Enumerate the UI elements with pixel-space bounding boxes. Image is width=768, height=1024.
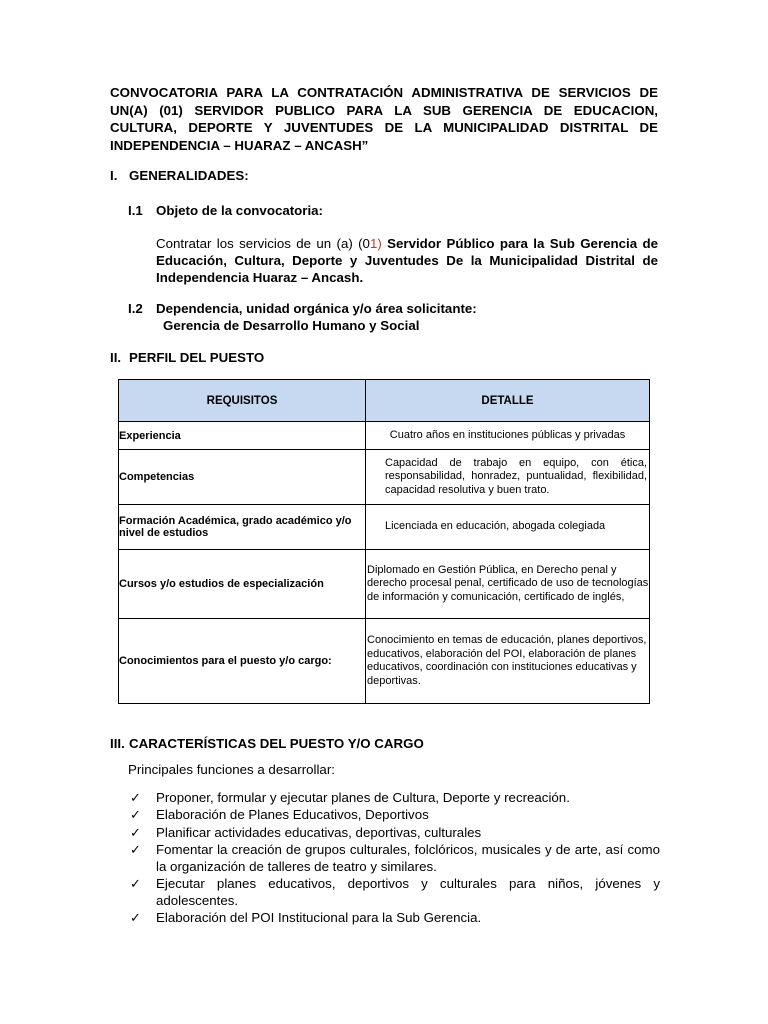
list-item xyxy=(128,825,660,842)
section-1-1-number: I.1 xyxy=(128,203,143,218)
detail-cell: Conocimiento en temas de educación, planes deportivos, educativos, elaboración del POI, elaboración de planes educativos, coordinación con instituciones educativas y deportivas. xyxy=(366,619,650,704)
functions-intro: Principales funciones a desarrollar: xyxy=(128,762,335,777)
section-1-number: I. xyxy=(110,168,118,183)
section-2-title: PERFIL DEL PUESTO xyxy=(129,350,265,365)
checkmark-icon: ✓ xyxy=(130,807,141,823)
requirement-cell: Conocimientos para el puesto y/o cargo: xyxy=(119,619,366,704)
objective-text-count: 1) xyxy=(369,236,382,251)
section-3-number: III. xyxy=(110,736,125,751)
checkmark-icon: ✓ xyxy=(130,910,141,926)
section-2-heading xyxy=(110,350,264,365)
table-row xyxy=(119,619,650,704)
section-2-number: II. xyxy=(110,350,122,365)
profile-table xyxy=(118,379,650,704)
checkmark-icon: ✓ xyxy=(130,875,141,891)
section-3-title: CARACTERÍSTICAS DEL PUESTO Y/O CARGO xyxy=(129,736,424,751)
document-title: CONVOCATORIA PARA LA CONTRATACIÓN ADMINISTRATIVA DE SERVICIOS DE UN(A) (01) SERVIDOR PUBLICO PARA LA SUB GERENCIA DE EDUCACION, CULTURA, DEPORTE Y JUVENTUDES DE LA MUNICIPALIDAD DISTRITAL DE INDEPENDENCIA – HUARAZ – ANCASH” xyxy=(110,85,658,153)
list-item xyxy=(128,807,660,824)
section-1-2-heading xyxy=(128,301,477,316)
table-row xyxy=(119,450,650,505)
detail-cell: Diplomado en Gestión Pública, en Derecho penal y derecho procesal penal, certificado de uso de tecnologías de información y comunicación, certificado de inglés, xyxy=(366,550,650,619)
functions-list xyxy=(128,790,660,927)
requirement-cell: Formación Académica, grado académico y/o nivel de estudios xyxy=(119,505,366,550)
table-row xyxy=(119,505,650,550)
table-row xyxy=(119,550,650,619)
detail-cell: Licenciada en educación, abogada colegiada xyxy=(366,505,650,550)
section-1-1-heading xyxy=(128,203,323,218)
function-text: Elaboración del POI Institucional para la Sub Gerencia. xyxy=(156,910,482,926)
section-3-heading xyxy=(110,736,424,751)
checkmark-icon: ✓ xyxy=(130,824,141,840)
table-row xyxy=(119,422,650,450)
section-1-heading xyxy=(110,168,249,183)
list-item xyxy=(128,910,660,927)
function-text: Elaboración de Planes Educativos, Deportivos xyxy=(156,807,429,823)
section-1-2-number: I.2 xyxy=(128,301,143,316)
objective-text-intro: Contratar los servicios de un (a) (0 xyxy=(156,236,370,251)
checkmark-icon: ✓ xyxy=(130,841,141,857)
function-text: Planificar actividades educativas, deportivas, culturales xyxy=(156,824,482,840)
list-item xyxy=(128,790,660,807)
detail-cell: Cuatro años en instituciones públicas y privadas xyxy=(366,422,650,450)
requirement-cell: Cursos y/o estudios de especialización xyxy=(119,550,366,619)
function-text: Ejecutar planes educativos, deportivos y culturales para niños, jóvenes y adolescentes. xyxy=(156,875,660,908)
detail-cell: Capacidad de trabajo en equipo, con ética, responsabilidad, honradez, puntualidad, flexibilidad, capacidad resolutiva y buen trato. xyxy=(366,450,650,505)
table-header-row xyxy=(119,380,650,422)
checkmark-icon: ✓ xyxy=(130,790,141,805)
function-text: Proponer, formular y ejecutar planes de Cultura, Deporte y recreación. xyxy=(156,790,570,805)
list-item xyxy=(128,876,660,910)
requesting-unit: Gerencia de Desarrollo Humano y Social xyxy=(163,318,420,333)
requirement-cell: Competencias xyxy=(119,450,366,505)
function-text: Fomentar la creación de grupos culturales, folclóricos, musicales y de arte, así como la organización de talleres de teatro y similares. xyxy=(156,841,660,874)
list-item xyxy=(128,842,660,876)
requirement-cell: Experiencia xyxy=(119,422,366,450)
section-1-title: GENERALIDADES: xyxy=(129,168,249,183)
column-header-requisitos: REQUISITOS xyxy=(119,380,366,422)
objective-text-position: Servidor Público para la Sub Gerencia de Educación, Cultura, Deporte y Juventudes De la Municipalidad Distrital de Independencia Huaraz – Ancash. xyxy=(156,236,658,285)
section-1-2-title: Dependencia, unidad orgánica y/o área solicitante: xyxy=(156,301,477,316)
section-1-1-title: Objeto de la convocatoria: xyxy=(156,203,323,218)
objective-paragraph xyxy=(156,235,658,286)
column-header-detalle: DETALLE xyxy=(366,380,650,422)
